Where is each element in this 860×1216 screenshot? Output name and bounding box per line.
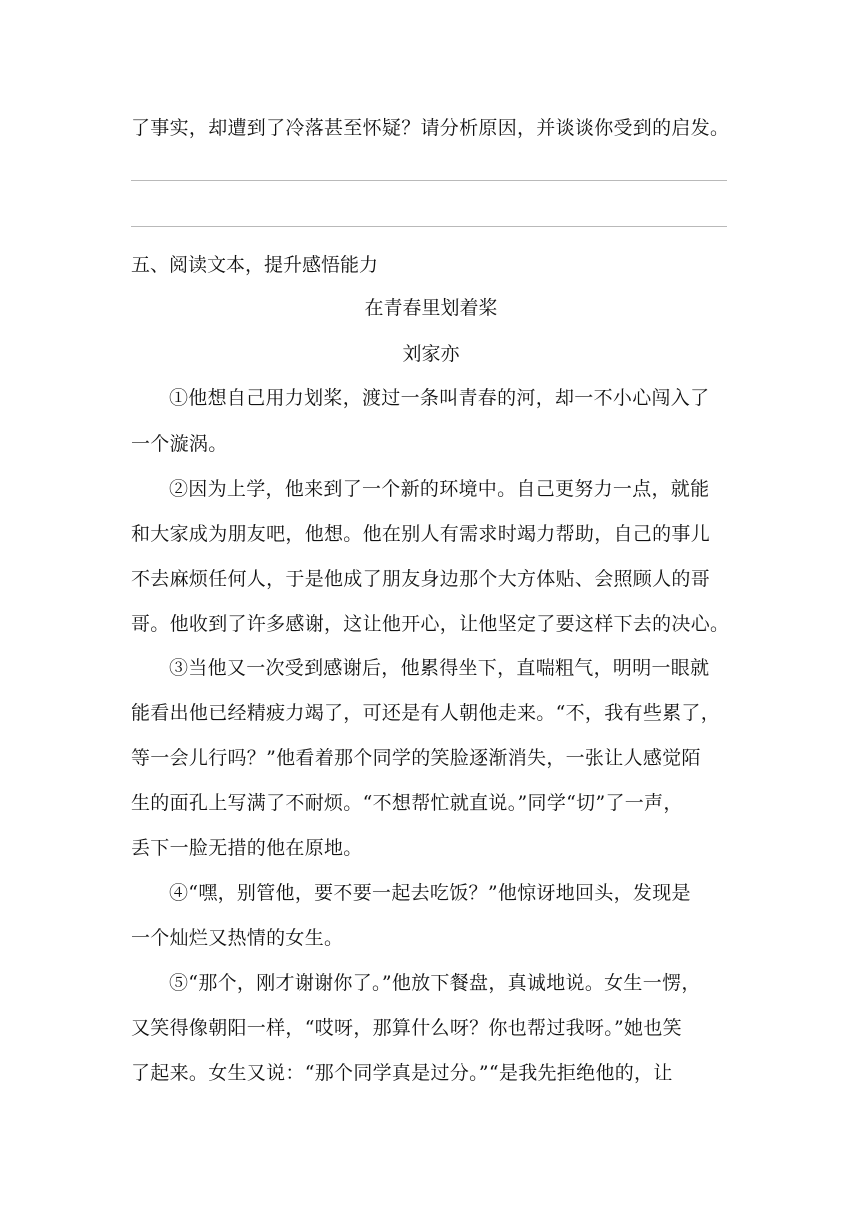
paragraph-2-line-1: ②因为上学，他来到了一个新的环境中。自己更努力一点，就能: [169, 478, 710, 500]
paragraph-2-line-4: 哥。他收到了许多感谢，这让他开心，让他坚定了要这样下去的决心。: [131, 613, 730, 635]
paragraph-4-line-2: 一个灿烂又热情的女生。: [131, 927, 344, 949]
paragraph-3-line-3: 等一会儿行吗？”他看着那个同学的笑脸逐渐消失，一张让人感觉陌: [131, 747, 701, 769]
paragraph-5-line-1: ⑤“那个，刚才谢谢你了。”他放下餐盘，真诚地说。女生一愣，: [169, 972, 701, 994]
paragraph-3-line-4: 生的面孔上写满了不耐烦。“不想帮忙就直说。”同学“切”了一声，: [131, 792, 683, 814]
article-author: 刘家亦: [402, 343, 460, 365]
paragraph-4-line-1: ④“嘿，别管他，要不要一起去吃饭？”他惊讶地回头，发现是: [169, 882, 691, 904]
paragraph-2-line-3: 不去麻烦任何人，于是他成了朋友身边那个大方体贴、会照顾人的哥: [131, 568, 711, 590]
paragraph-3-line-5: 丢下一脸无措的他在原地。: [131, 837, 363, 859]
section-heading: 五、阅读文本，提升感悟能力: [131, 254, 379, 276]
article-title: 在青春里划着桨: [364, 297, 498, 319]
answer-line-1[interactable]: [131, 180, 727, 181]
paragraph-3-line-2: 能看出他已经精疲力竭了，可还是有人朝他走来。“不，我有些累了，: [131, 702, 721, 724]
answer-line-2[interactable]: [131, 226, 727, 227]
paragraph-5-line-3: 了起来。女生又说：“那个同学真是过分。”“是我先拒绝他的，让: [131, 1062, 673, 1084]
paragraph-1-line-2: 一个漩涡。: [131, 433, 228, 455]
paragraph-2-line-2: 和大家成为朋友吧，他想。他在别人有需求时竭力帮助，自己的事儿: [131, 523, 711, 545]
paragraph-1-line-1: ①他想自己用力划桨，渡过一条叫青春的河，却一不小心闯入了: [169, 387, 710, 409]
paragraph-5-line-2: 又笑得像朝阳一样，“哎呀，那算什么呀？你也帮过我呀。”她也笑: [131, 1017, 682, 1039]
paragraph-3-line-1: ③当他又一次受到感谢后，他累得坐下，直喘粗气，明明一眼就: [169, 657, 710, 679]
question-continuation: 了事实，却遭到了冷落甚至怀疑？请分析原因，并谈谈你受到的启发。: [131, 117, 730, 139]
